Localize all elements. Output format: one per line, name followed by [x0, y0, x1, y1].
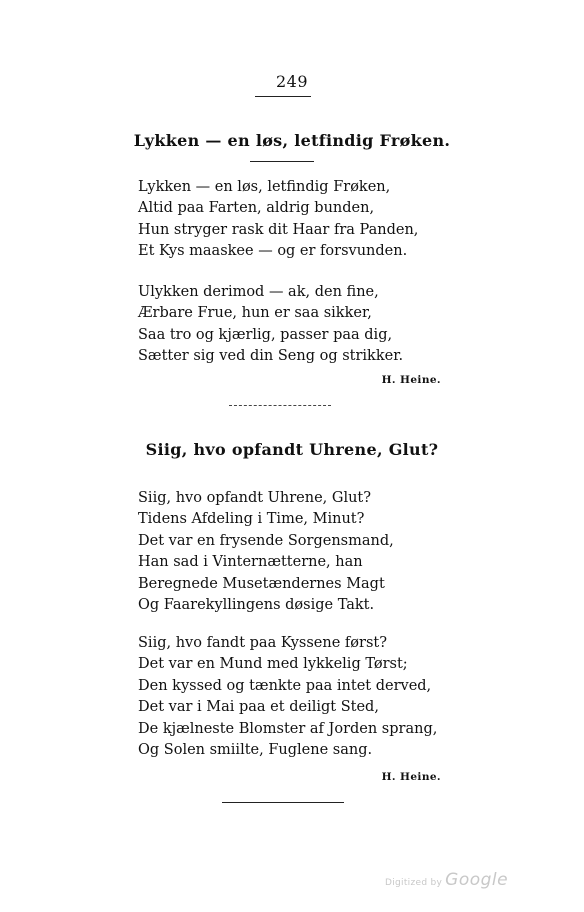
- poem-2-stanza-2: [138, 633, 437, 761]
- verse-line: Hun stryger rask dit Haar fra Panden,: [138, 221, 419, 238]
- verse-line: Ulykken derimod — ak, den fine,: [138, 284, 379, 300]
- verse-line: Sætter sig ved din Seng og strikker.: [138, 348, 404, 365]
- verse-line: Og Solen smiilte, Fuglene sang.: [138, 742, 373, 759]
- verse-line: Det var i Mai paa et deiligt Sted,: [138, 699, 379, 716]
- poem-1-title-rule: [250, 161, 314, 162]
- poem-1-attribution: H. Heine.: [381, 374, 441, 386]
- verse-line: Og Faarekyllingens døsige Takt.: [138, 597, 375, 614]
- poem-1-stanza-1: [138, 177, 418, 263]
- verse-line: Den kyssed og tænkte paa intet derved,: [138, 677, 432, 694]
- verse-line: Det var en Mund med lykkelig Tørst;: [138, 656, 408, 673]
- watermark-brand: Google: [445, 870, 509, 890]
- poem-1-title: Lykken — en løs, letfindig Frøken.: [133, 131, 451, 150]
- verse-line: Siig, hvo fandt paa Kyssene først?: [138, 635, 387, 651]
- verse-line: Siig, hvo opfandt Uhrene, Glut?: [138, 490, 372, 506]
- poem-2-title: Siig, hvo opfandt Uhrene, Glut?: [145, 440, 439, 459]
- verse-line: Lykken — en løs, letfindig Frøken,: [138, 179, 391, 195]
- google-watermark: [385, 870, 508, 890]
- verse-line: Saa tro og kjærlig, passer paa dig,: [138, 326, 393, 343]
- verse-line: Det var en frysende Sorgensmand,: [138, 532, 394, 549]
- verse-line: Beregnede Musetændernes Magt: [138, 575, 385, 592]
- page-number: 249: [275, 72, 309, 91]
- poem-1-stanza-2: [138, 282, 403, 368]
- verse-line: Tidens Afdeling i Time, Minut?: [138, 511, 365, 528]
- poem-2-attribution: H. Heine.: [381, 771, 441, 783]
- section-divider: [229, 405, 331, 406]
- watermark-prefix: Digitized by: [385, 878, 443, 888]
- page-number-rule: [255, 96, 311, 97]
- end-rule: [222, 802, 344, 803]
- verse-line: Ærbare Frue, hun er saa sikker,: [138, 305, 372, 322]
- verse-line: Altid paa Farten, aldrig bunden,: [138, 200, 375, 217]
- verse-line: Han sad i Vinternætterne, han: [138, 554, 363, 571]
- verse-line: De kjælneste Blomster af Jorden sprang,: [138, 720, 438, 737]
- verse-line: Et Kys maaskee — og er forsvunden.: [138, 243, 408, 260]
- poem-2-stanza-1: [138, 488, 394, 616]
